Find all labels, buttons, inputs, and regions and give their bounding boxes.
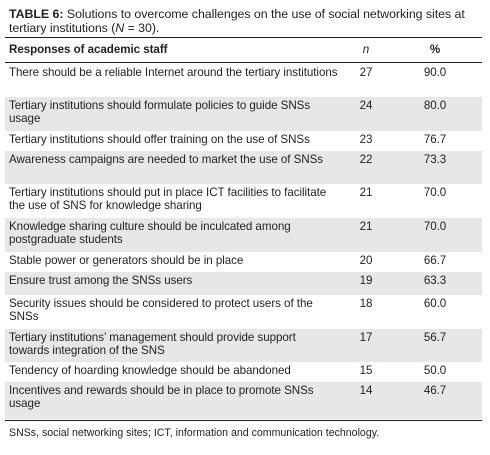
row-percent: 70.0 xyxy=(423,220,447,233)
row-percent: 50.0 xyxy=(423,364,447,377)
row-percent: 56.7 xyxy=(423,331,447,344)
table-caption xyxy=(9,7,484,35)
row-response: Tertiary institutions should offer training on the use of SNSs xyxy=(9,133,310,146)
row-response: Knowledge sharing culture should be inculcated among postgraduate students xyxy=(9,220,291,246)
row-response: Ensure trust among the SNSs users xyxy=(9,274,193,287)
row-percent: 46.7 xyxy=(423,384,447,397)
row-response: Tertiary institutions should formulate policies to guide SNSs usage xyxy=(9,99,311,125)
caption-text: Solutions to overcome challenges on the use of social networking sites at tertiary institutions ( xyxy=(9,7,465,35)
row-n: 20 xyxy=(359,254,373,267)
caption-n-symbol: N xyxy=(115,21,125,35)
header-percent: % xyxy=(429,43,441,56)
row-percent: 76.7 xyxy=(423,133,447,146)
row-n: 19 xyxy=(359,274,373,287)
row-response: Awareness campaigns are needed to market the use of SNSs xyxy=(9,153,324,166)
row-response: Incentives and rewards should be in place to promote SNSs usage xyxy=(9,384,314,410)
row-percent: 66.7 xyxy=(423,254,447,267)
row-n: 21 xyxy=(359,220,373,233)
row-n: 23 xyxy=(359,133,373,146)
header-rule xyxy=(5,62,482,63)
row-response: Tertiary institutions should put in place ICT facilities to facilitate the use of SNS for knowledge sharing xyxy=(9,186,327,212)
table-label: TABLE 6: xyxy=(9,7,64,21)
row-n: 22 xyxy=(359,153,373,166)
row-percent: 80.0 xyxy=(423,99,447,112)
row-response: Tertiary institutions’ management should provide support towards integration of the SNS xyxy=(9,331,296,357)
bottom-rule xyxy=(5,420,482,421)
row-n: 24 xyxy=(359,99,373,112)
row-response: Tendency of hoarding knowledge should be abandoned xyxy=(9,364,291,377)
row-n: 27 xyxy=(359,66,373,79)
row-response: Stable power or generators should be in place xyxy=(9,254,244,267)
row-response: Security issues should be considered to protect users of the SNSs xyxy=(9,297,313,323)
row-n: 21 xyxy=(359,186,373,199)
header-n: n xyxy=(362,43,370,56)
row-percent: 60.0 xyxy=(423,297,447,310)
row-response: There should be a reliable Internet around the tertiary institutions xyxy=(9,66,338,79)
row-percent: 90.0 xyxy=(423,66,447,79)
caption-n-value: = 30). xyxy=(124,21,160,35)
table-footnote: SNSs, social networking sites; ICT, information and communication technology. xyxy=(9,427,380,439)
row-percent: 63.3 xyxy=(423,274,447,287)
row-n: 18 xyxy=(359,297,373,310)
header-response: Responses of academic staff xyxy=(9,43,168,56)
row-percent: 70.0 xyxy=(423,186,447,199)
row-percent: 73.3 xyxy=(423,153,447,166)
row-n: 14 xyxy=(359,384,373,397)
top-rule xyxy=(5,37,482,38)
row-n: 17 xyxy=(359,331,373,344)
row-n: 15 xyxy=(359,364,373,377)
